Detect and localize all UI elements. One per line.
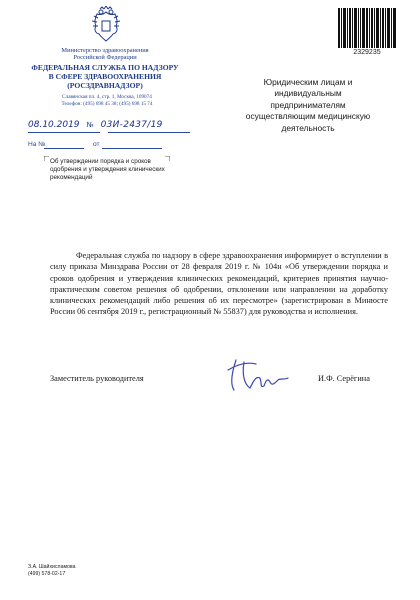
agency-line-1: ФЕДЕРАЛЬНАЯ СЛУЖБА ПО НАДЗОРУ [31,63,179,72]
executor-phone: (499) 578-02-17 [28,571,66,577]
phone-line: Телефон: (495) 698 45 38; (495) 698 15 74 [61,101,153,107]
agency-name [30,63,180,90]
reference-from-label: от [93,141,100,148]
subject-line: Об утверждении порядка и сроков [50,158,151,165]
handwritten-signature-icon [222,350,292,396]
ministry-line-2: Российской Федерации [73,54,137,62]
executor-name: З.А. Шайхисламова [28,564,76,570]
barcode-icon [338,8,396,48]
ministry-line-1: Министерство здравоохранения [61,47,149,54]
barcode-number: 2329235 [353,49,381,56]
ministry-name [40,47,170,62]
recipient-line: осуществляющим медицинскую [245,111,371,122]
corner-bracket-icon [44,156,49,161]
address-line: Славянская пл. 4, стр. 1, Москва, 109074 [62,94,152,100]
subject-line: рекомендаций [50,174,93,181]
reference-number-underline [44,148,84,149]
recipient-block [238,77,378,134]
reference-no-label: На № [28,141,46,148]
recipient-line: деятельность [281,122,335,133]
registration-date: 08.10.2019 [28,120,80,130]
agency-line-3: (РОСЗДРАВНАДЗОР) [67,81,143,90]
agency-line-2: В СФЕРЕ ЗДРАВООХРАНЕНИЯ [48,72,162,81]
recipient-line: предпринимателям [270,99,346,110]
letter-body [50,250,388,318]
body-paragraph: Федеральная служба по надзору в сфере здравоохранения информирует о вступлении в силу приказа Минздрава России от 28 февраля 2019 г. № 104н «Об утверждении порядка и сроков одобрения и утверждения клинических рекомендаций, критериев принятия научно-практическим советом решения об одобрении, отклонении или направлении на доработку клинических рекомендаций либо решения об их пересмотре» (зарегистрирован в Минюсте России 06 сентября 2019 г., регистрационный № 55837) для руководства и исполнения. [50,251,388,317]
subject-line: одобрения и утверждения клинических [50,166,165,173]
executor-block [28,564,76,578]
reference-date-underline [102,148,162,149]
registration-line [28,120,163,130]
registration-number: 03И-2437/19 [100,120,163,130]
number-underline [108,132,190,133]
signer-name: И.Ф. Серёгина [318,374,370,383]
coat-of-arms-icon [86,6,126,46]
letter-subject [50,158,168,182]
recipient-line: Юридическим лицам и [263,77,353,87]
reference-line [28,141,100,148]
agency-address [42,94,172,108]
date-underline [28,132,100,133]
registration-no-label: № [86,121,94,129]
recipient-line: индивидуальным [274,88,342,99]
signer-position: Заместитель руководителя [50,374,144,383]
